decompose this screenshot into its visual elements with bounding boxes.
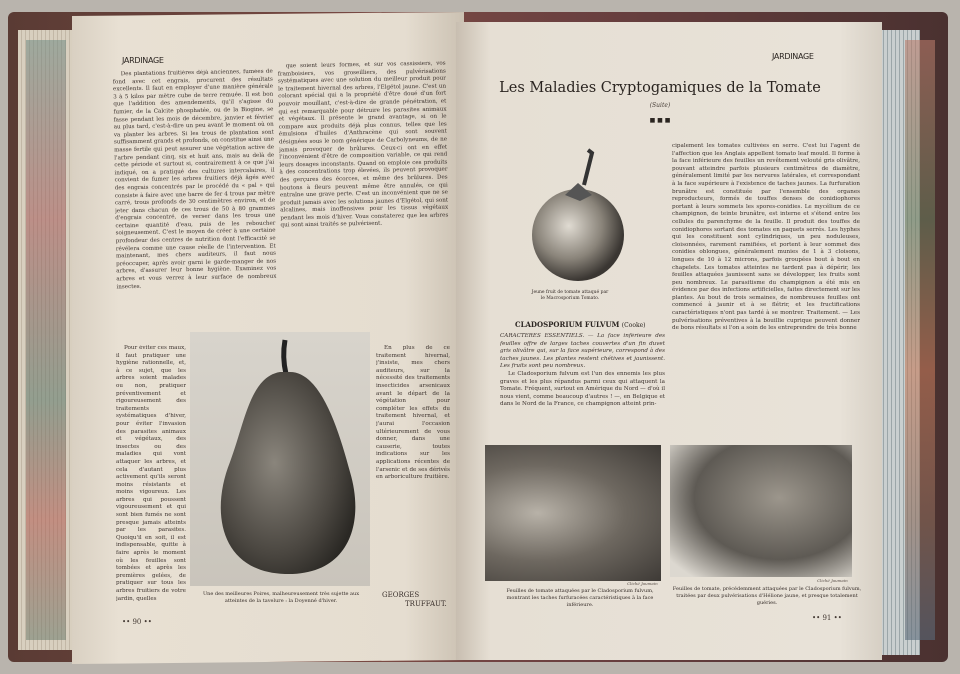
text-column: [278, 61, 451, 336]
photo-credit: Cliché Jaumain: [817, 578, 848, 583]
text-column: [672, 143, 860, 439]
photo1-caption: Feuilles de tomate attaquées par le Cladosporium fulvum, montrant les taches furfuracées caractéristiques à la face inférieure.: [506, 588, 654, 608]
text-column: [376, 345, 450, 590]
text-column: [500, 333, 665, 437]
section-heading: [515, 320, 645, 329]
pear-photo: [190, 332, 370, 586]
paragraph: En plus de ce traitement hivernal, j'insiste, mes chers auditeurs, sur la nécessité des traitements insecticides arsenicaux avant le départ de la végétation pour compléter les effets du traitement hivernal, et j'aurai l'occasion ultérieurement de vous donner, dans une causerie, toutes indications sur les applications récentes de l'arsenic et de ses dérivés en arboriculture fruitière.: [376, 345, 450, 481]
leaf-photo-infected: [485, 445, 661, 581]
left-endpaper: [26, 40, 66, 640]
page-number: •• 91 ••: [812, 614, 842, 622]
paragraph: que soient leurs formes, et sur vos cassissiers, vos framboisiers, vos groseilliers, des pulvérisations systématiques avec une solution du meilleur produit pour le traitement hivernal des arbres, l'Elgétol jaune. C'est un colorant spécial qui a la propriété d'être doué d'un fort pouvoir mouillant, c'est-à-dire de grande pénétration, et qui est remarquable pour détruire les parasites animaux et végétaux. Il présente le grand avantage, si on le compare aux produits déjà plus connus, telles que les émulsions d'huiles d'Anthracène qui sont souvent désignées sous le nom générique de Carbolyneums, de ne jamais provoquer de brûlures. Ceux-ci ont en effet l'inconvénient d'être de composition variable, ce qui rend leurs dosages inconstants. Quand on emploie ces produits à des concentrations trop élevées, ils peuvent provoquer des gerçures des écorces, et même des brûlures. Des boutons à fleurs peuvent même être annulés, ce qui entraîne une grave perte. C'est un inconvénient que ne se produit jamais avec les solutions jaunes d'Elgétol, qui sont alcalines, mais inoffensives pour les tissus végétaux pendant les mois d'hiver. Vous constaterez que les arbres qui sont ainsi traités se pulvérisent.: [277, 60, 449, 229]
paragraph: cipalement les tomates cultivées en serre. C'est lui l'agent de l'affection que les Anglais appellent tomato leaf mould. Il forme à la face inférieure des feuilles un revêtement velouté gris olivâtre, pouvant atteindre parfois plusieurs centimètres de diamètre, généralement limité par les nervures latérales, et correspondant à la face supérieure à l'existence de taches jaunes. La furfuration brunâtre est constituée par l'ensemble des organes reproducteurs, formés de touffes denses de conidiophores portant à leurs sommets les spores-conidies. Le mycélium de ce champignon, de teinte brunâtre, est interne et s'étend entre les cellules du parenchyme de la feuille. Il produit des touffes de conidiophores sortant des tomates en paquets serrés. Les hyphes qui les constituent sont cylindriques, un peu noduleuses, cloisonnées, rarement ramifiées, et portent à leur sommet des conidies oblongues, généralement munies de 1 à 3 cloisons, longues de 10 à 12 microns, parfois groupées bout à bout en chapelets. Les tomates atteintes ne tardent pas à dépérir, les feuilles attaquées jaunissent sans se développer, les fruits sont peu nombreux. Le parasitisme du champignon a été mis en évidence par des infections artificielles, faites directement sur les plantes. Au bout de trois semaines, de nombreuses feuilles ont commencé à jaunir et à se flétrir, et les fructifications caractéristiques n'ont pas tardé à se montrer. Traitement. — Les pulvérisations préventives à la bouillie cuprique peuvent donner de bons résultats si l'on a soin de les entreprendre de très bonne: [672, 143, 860, 332]
leaf-photo-treated: [670, 445, 852, 577]
pear-illustration: [190, 332, 370, 586]
heading-author: (Cooke): [621, 322, 646, 329]
page-number: •• 90 ••: [122, 618, 152, 626]
photo-credit: Cliché Jaumain: [627, 581, 658, 586]
paragraph: Le Cladosporium fulvum est l'un des ennemis les plus graves et les plus répandus parmi ceux qui attaquent la Tomate. Fréquent, surtout en Amérique du Nord — d'où il nous vient, comme beaucoup d'autres ! —, en Belgique et dans le Nord de la France, ce champignon atteint prin-: [500, 370, 665, 408]
section-header: JARDINAGE: [772, 52, 814, 61]
right-endpaper: [905, 40, 935, 640]
tomato-illustration: [520, 145, 635, 285]
lead-paragraph: CARACTÈRES ESSENTIELS. — La face inférieure des feuilles offre de larges taches couvertes d'un fin duvet gris olivâtre qui, sur la face supérieure, correspond à des taches jaunes. Les plantes restent chétives et jaunissent. Les fruits sont peu nombreux.: [500, 333, 665, 370]
section-header: JARDINAGE: [122, 56, 164, 65]
tomato-caption: Jeune fruit de tomate attaqué par le Macrosporium Tomato.: [531, 290, 609, 301]
article-subtitle: (Suite): [649, 102, 671, 109]
photo2-caption: Feuilles de tomate, précédemment attaquées par le Cladosporium fulvum, traitées par deux pulvérisations d'Hélione jaune, et presque totalement guéries.: [672, 586, 862, 606]
ornament: ■ ■ ■: [649, 117, 671, 124]
text-column: [113, 69, 278, 334]
paragraph: Des plantations fruitières déjà anciennes, fumées de fond avec cet engrais, procurent des résultats excellents. Il faut en employer d'une manière générale 3 à 5 kilos par mètre cube de terre remuée. Il est bon que l'addition des amendements, qu'il s'agisse du fumier, de la Calcite phosphatée, ou de la Biogine, se fasse pendant les mois de décembre, janvier et février au plus tard, c'est-à-dire un peu avant le moment où on va planter les arbres. Si les trous de plantation sont suffisamment grands et profonds, on constitue ainsi une masse fertile qui peut assurer une végétation active de l'arbre pendant cinq, six et huit ans, mais au delà de cette période et surtout si, contrairement à ce que j'ai indiqué, on a pratiqué des cultures intercalaires, il convient de fumer les arbres fruitiers déjà âgés avec des engrais concentrés par le procédé du « pal » qui consiste à faire avec une barre de fer 4 trous par mètre carré, trous profonds de 30 centimètres environ, et de jeter dans chacun de ces trous de 50 à 80 grammes d'engrais concentré, de verser dans les trous une certaine quantité d'eau, puis de les reboucher soigneusement. C'est le moyen de créer à une certaine profondeur des centres de nutrition dont l'efficacité se révélera comme une cause réelle de l'intervention. Et maintenant, mes chers auditeurs, il faut nous préoccuper, après avoir garni le garde-manger de nos arbres, d'assurer leur bonne hygiène. Examinez vos arbres et vous verrez à leur surface de nombreux insectes.: [112, 68, 277, 291]
article-title: Les Maladies Cryptogamiques de la Tomate: [499, 80, 821, 96]
author-last-name: TRUFFAUT.: [405, 600, 447, 608]
pear-caption: Une des meilleures Poires, malheureusement très sujette aux atteintes de la tavelure : la Doyenné d'hiver.: [202, 591, 360, 604]
text-column: [116, 345, 186, 635]
heading-text: CLADOSPORIUM FULVUM: [515, 320, 620, 329]
paragraph: Pour éviter ces maux, il faut pratiquer une hygiène rationnelle, et, à ce sujet, que les arbres soient malades ou non, pratiquer préventivement et rigoureusement des traitements systématiques d'hiver, pour éviter l'invasion des parasites animaux et végétaux, des insectes ou des maladies qui vont attaquer les arbres, et cela d'autant plus activement qu'ils seront moins résistants et moins vigoureux. Les arbres qui poussent vigoureusement et qui sont bien fumés ne sont presque jamais atteints par les parasites. Quoiqu'il en soit, il est indispensable, quitte à faire après le moment où les feuilles sont tombées et après les premières gelées, de pratiquer sur tous les arbres fruitiers de votre jardin, quelles: [116, 345, 186, 602]
author-first-name: GEORGES: [382, 591, 420, 599]
